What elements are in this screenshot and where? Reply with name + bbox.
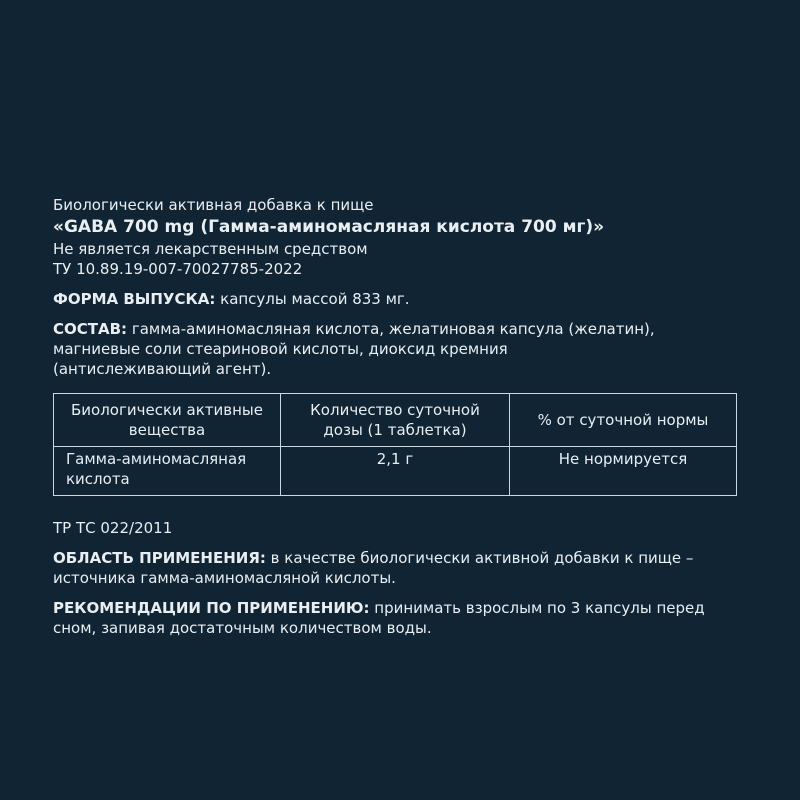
regulation-standard: ТР ТС 022/2011 <box>53 519 173 537</box>
composition-text-2: магниевые соли стеариновой кислоты, диоксид кремния <box>53 340 508 358</box>
composition <box>53 319 753 379</box>
release-form-text: капсулы массой 833 мг. <box>215 290 410 308</box>
composition-text-1: гамма-аминомасляная кислота, желатиновая капсула (желатин), <box>127 320 655 338</box>
product-title: «GABA 700 mg (Гамма-аминомасляная кислота 700 мг)» <box>53 217 605 237</box>
composition-label: СОСТАВ: <box>53 320 128 338</box>
recommendations-label: РЕКОМЕНДАЦИИ ПО ПРИМЕНЕНИЮ: <box>53 599 370 617</box>
recommendations-text-1: принимать взрослым по 3 капсулы перед <box>369 599 705 617</box>
cell-dose: 2,1 г <box>281 447 510 496</box>
cell-norm: Не нормируется <box>510 447 737 496</box>
table-header-row <box>54 394 737 447</box>
application-text-1: в качестве биологически активной добавки к пище – <box>265 549 694 567</box>
nutrition-table <box>53 393 737 496</box>
not-medicine-note: Не является лекарственным средством <box>53 240 368 258</box>
table-row <box>54 447 737 496</box>
column-header-daily-norm: % от суточной нормы <box>510 394 737 447</box>
technical-specification: ТУ 10.89.19-007-70027785-2022 <box>53 260 303 278</box>
product-category: Биологически активная добавка к пище <box>53 196 374 214</box>
composition-text-3: (антислеживающий агент). <box>53 360 272 378</box>
column-header-substances: Биологически активные вещества <box>54 394 281 447</box>
application-text-2: источника гамма-аминомасляной кислоты. <box>53 569 396 587</box>
release-form-label: ФОРМА ВЫПУСКА: <box>53 290 216 308</box>
product-label <box>53 195 753 638</box>
column-header-daily-dose: Количество суточной дозы (1 таблетка) <box>281 394 510 447</box>
release-form <box>53 289 753 309</box>
application-area <box>53 548 753 588</box>
usage-recommendations <box>53 598 753 638</box>
cell-substance: Гамма-аминомасляная кислота <box>54 447 281 496</box>
application-label: ОБЛАСТЬ ПРИМЕНЕНИЯ: <box>53 549 266 567</box>
recommendations-text-2: сном, запивая достаточным количеством воды. <box>53 619 432 637</box>
